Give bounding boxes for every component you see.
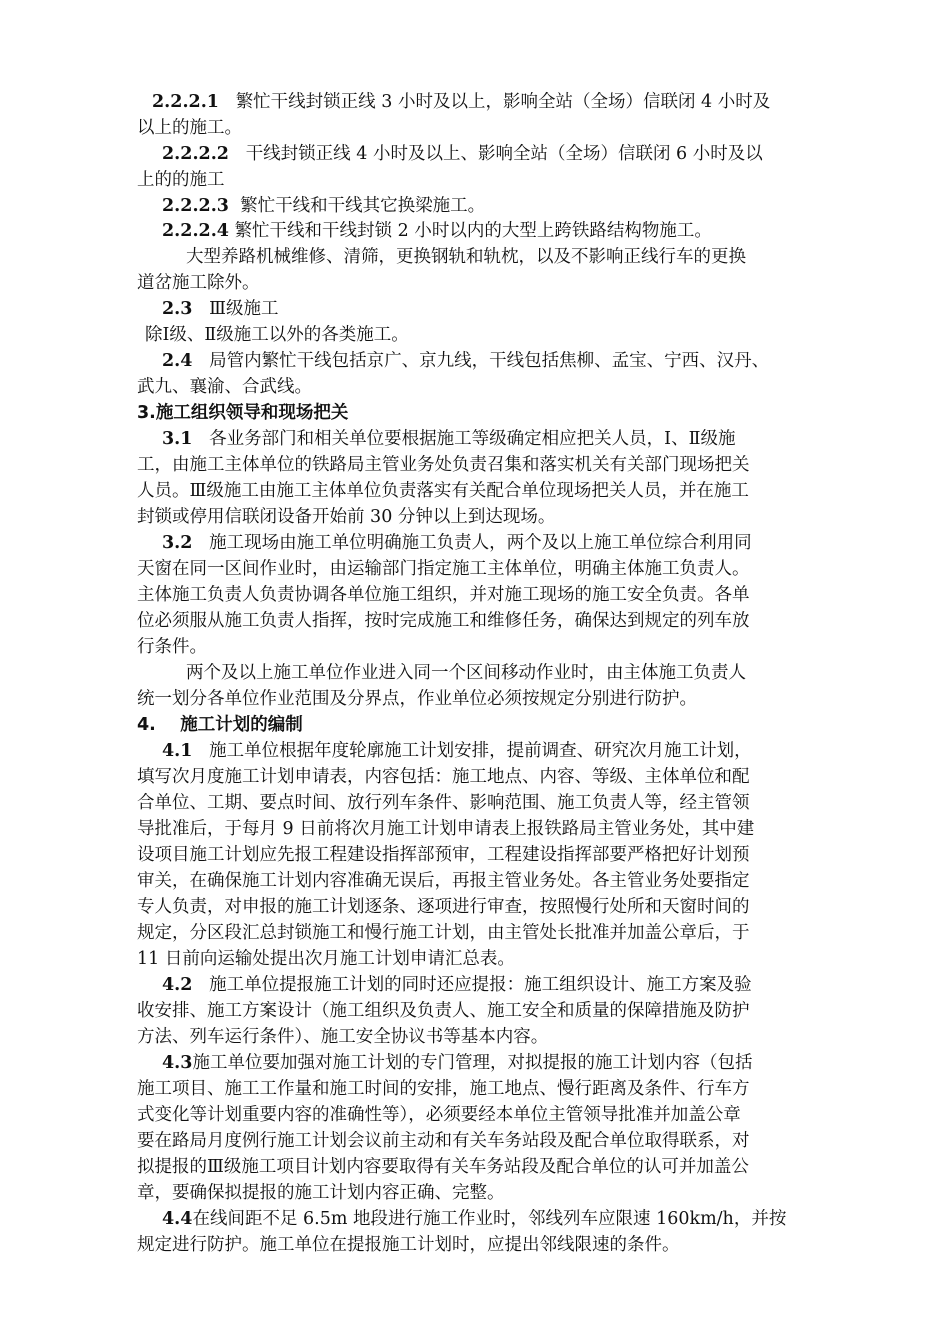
para-3-2 [162, 531, 752, 555]
section-number: 4.4 [162, 1209, 193, 1229]
text-line: 道岔施工除外。 [137, 273, 260, 293]
text-line: 施工项目、施工工作量和施工时间的安排，施工地点、慢行距离及条件、行车方 [137, 1079, 750, 1099]
text-line: 天窗在同一区间作业时，由运输部门指定施工主体单位，明确主体施工负责人。 [137, 559, 750, 579]
text-line: 大型养路机械维修、清筛，更换钢轨和轨枕，以及不影响正线行车的更换 [186, 247, 746, 267]
text-line: 11 日前向运输处提出次月施工计划申请汇总表。 [137, 949, 515, 969]
text-line: 施工单位根据年度轮廓施工计划安排，提前调查、研究次月施工计划， [209, 741, 752, 761]
text-line: 合单位、工期、要点时间、放行列车条件、影响范围、施工负责人等，经主管领 [137, 793, 750, 813]
section-heading-3: 3.施工组织领导和现场把关 [137, 403, 349, 423]
text-line: 施工现场由施工单位明确施工负责人，两个及以上施工单位综合利用同 [209, 533, 752, 553]
text-line: 方法、列车运行条件）、施工安全协议书等基本内容。 [137, 1027, 549, 1047]
para-4-4 [162, 1207, 786, 1231]
text-line: 规定，分区段汇总封锁施工和慢行施工计划，由主管处长批准并加盖公章后，于 [137, 923, 750, 943]
text-line: 位必须服从施工负责人指挥，按时完成施工和维修任务，确保达到规定的列车放 [137, 611, 750, 631]
section-number: 2.2.2.4 [162, 221, 229, 241]
text-line: 在线间距不足 6.5m 地段进行施工作业时，邻线列车应限速 160km/h，并按 [192, 1209, 787, 1229]
text-line: 武九、襄渝、合武线。 [137, 377, 312, 397]
section-number: 2.3 [162, 299, 193, 319]
text-line: 繁忙干线和干线封锁 2 小时以内的大型上跨铁路结构物施工。 [234, 221, 712, 241]
text-line: 局管内繁忙干线包括京广、京九线，干线包括焦柳、孟宝、宁西、汉丹、 [209, 351, 770, 371]
section-number: 2.4 [162, 351, 193, 371]
text-line: 专人负责，对申报的施工计划逐条、逐项进行审查，按照慢行处所和天窗时间的 [137, 897, 750, 917]
section-number: 3.2 [162, 533, 193, 553]
text-line: 干线封锁正线 4 小时及以上、影响全站（全场）信联闭 6 小时及以 [245, 144, 763, 164]
text-line: 拟提报的Ⅲ级施工项目计划内容要取得有关车务站段及配合单位的认可并加盖公 [137, 1157, 749, 1177]
para-3-1 [162, 427, 735, 451]
text-line: Ⅲ级施工 [209, 299, 279, 319]
text-line: 两个及以上施工单位作业进入同一个区间移动作业时，由主体施工负责人 [186, 663, 746, 683]
para-2-2-2-3 [162, 194, 485, 218]
text-line: 繁忙干线封锁正线 3 小时及以上，影响全站（全场）信联闭 4 小时及 [235, 92, 771, 112]
text-line: 繁忙干线和干线其它换梁施工。 [240, 196, 486, 216]
para-4-2 [162, 973, 752, 997]
section-number: 3.1 [162, 429, 193, 449]
section-number: 4.2 [162, 975, 193, 995]
para-2-4 [162, 349, 769, 373]
para-2-2-2-2 [162, 142, 763, 166]
section-number: 2.2.2.2 [162, 144, 229, 164]
section-number: 2.2.2.3 [162, 196, 229, 216]
para-2-3 [162, 297, 279, 321]
text-line: 设项目施工计划应先报工程建设指挥部预审，工程建设指挥部要严格把好计划预 [137, 845, 750, 865]
section-number: 4.1 [162, 741, 193, 761]
section-heading-4: 4. 施工计划的编制 [137, 715, 303, 735]
text-line: 填写次月度施工计划申请表，内容包括：施工地点、内容、等级、主体单位和配 [137, 767, 750, 787]
section-number: 2.2.2.1 [152, 92, 219, 112]
text-line: 上的的施工 [137, 170, 225, 190]
text-line: 主体施工负责人负责协调各单位施工组织，并对施工现场的施工安全负责。各单 [137, 585, 750, 605]
text-line: 规定进行防护。施工单位在提报施工计划时，应提出邻线限速的条件。 [137, 1235, 680, 1255]
para-4-1 [162, 739, 752, 763]
text-line: 统一划分各单位作业范围及分界点，作业单位必须按规定分别进行防护。 [137, 689, 697, 709]
text-line: 章，要确保拟提报的施工计划内容正确、完整。 [137, 1183, 505, 1203]
para-2-2-2-4 [162, 219, 712, 243]
text-line: 各业务部门和相关单位要根据施工等级确定相应把关人员，Ⅰ、Ⅱ级施 [209, 429, 736, 449]
text-line: 审关，在确保施工计划内容准确无误后，再报主管业务处。各主管业务处要指定 [137, 871, 750, 891]
text-line: 导批准后，于每月 9 日前将次月施工计划申请表上报铁路局主管业务处，其中建 [137, 819, 755, 839]
text-line: 人员。Ⅲ级施工由施工主体单位负责落实有关配合单位现场把关人员，并在施工 [137, 481, 749, 501]
text-line: 施工单位要加强对施工计划的专门管理，对拟提报的施工计划内容（包括 [192, 1053, 753, 1073]
text-line: 施工单位提报施工计划的同时还应提报：施工组织设计、施工方案及验 [209, 975, 752, 995]
text-line: 收安排、施工方案设计（施工组织及负责人、施工安全和质量的保障措施及防护 [137, 1001, 750, 1021]
section-number: 4.3 [162, 1053, 193, 1073]
para-4-3 [162, 1051, 752, 1075]
text-line: 以上的施工。 [137, 118, 242, 138]
para-2-2-2-1 [152, 90, 770, 114]
text-line: 行条件。 [137, 637, 207, 657]
text-line: 式变化等计划重要内容的准确性等），必须要经本单位主管领导批准并加盖公章 [137, 1105, 741, 1125]
text-line: 要在路局月度例行施工计划会议前主动和有关车务站段及配合单位取得联系，对 [137, 1131, 750, 1151]
text-line: 封锁或停用信联闭设备开始前 30 分钟以上到达现场。 [137, 507, 556, 527]
text-line: 除Ⅰ级、Ⅱ级施工以外的各类施工。 [145, 325, 409, 345]
text-line: 工，由施工主体单位的铁路局主管业务处负责召集和落实机关有关部门现场把关 [137, 455, 750, 475]
